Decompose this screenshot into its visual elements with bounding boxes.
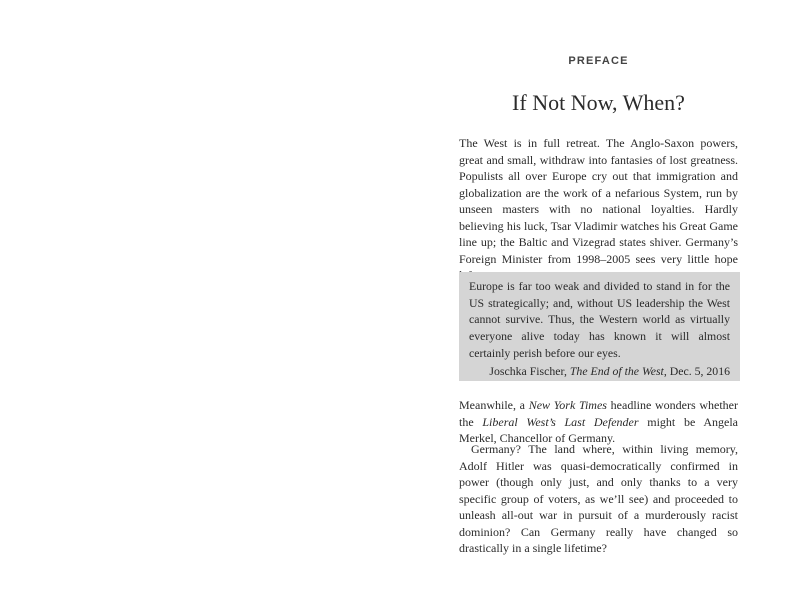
text-segment: headline wonders whether the [459,398,738,429]
quote-attribution [469,363,730,380]
quote-author: Joschka Fischer, [489,363,570,378]
third-paragraph: Germany? The land where, within living memory, Adolf Hitler was quasi-democratically confirmed in power (though only just, and only thanks to a very specific group of voters, as we’ll see) and proceeded to unleash all-out war in pursuit of a murderously racist dominion? Can Germany really have changed so drastically in a single lifetime? [459,442,738,555]
second-paragraph [459,397,738,447]
section-label: PREFACE [568,55,629,67]
quote-text: Europe is far too weak and divided to stand in for the US strategically; and, without US leadership the West cannot survive. Thus, the Western world as virtually everyone alive today has known it will almost certainly perish before our eyes. [469,279,730,360]
chapter-title: If Not Now, When? [512,90,685,115]
headline-title: Liberal West’s Last Defender [482,414,639,429]
block-quote [459,272,740,381]
opening-paragraph: The West is in full retreat. The Anglo-Saxon powers, great and small, withdraw into fantasies of lost greatness. Populists all over Europe cry out that immigration and globalization are the work of a nefarious System, run by unseen masters with no national loyalties. Hardly believing his luck, Tsar Vladimir watches his Great Game line up; the Baltic and Vizegrad states shiver. Germany’s Foreign Minister from 1998–2005 sees very little hope [459,136,738,266]
quote-source-title: The End of the West [569,363,664,378]
newspaper-name: New York Times [528,398,607,412]
text-segment: might be Angela Merkel, Chancellor of Germany. [459,414,738,445]
text-segment: Meanwhile, a [459,398,529,412]
quote-date: , Dec. 5, 2016 [663,363,730,378]
